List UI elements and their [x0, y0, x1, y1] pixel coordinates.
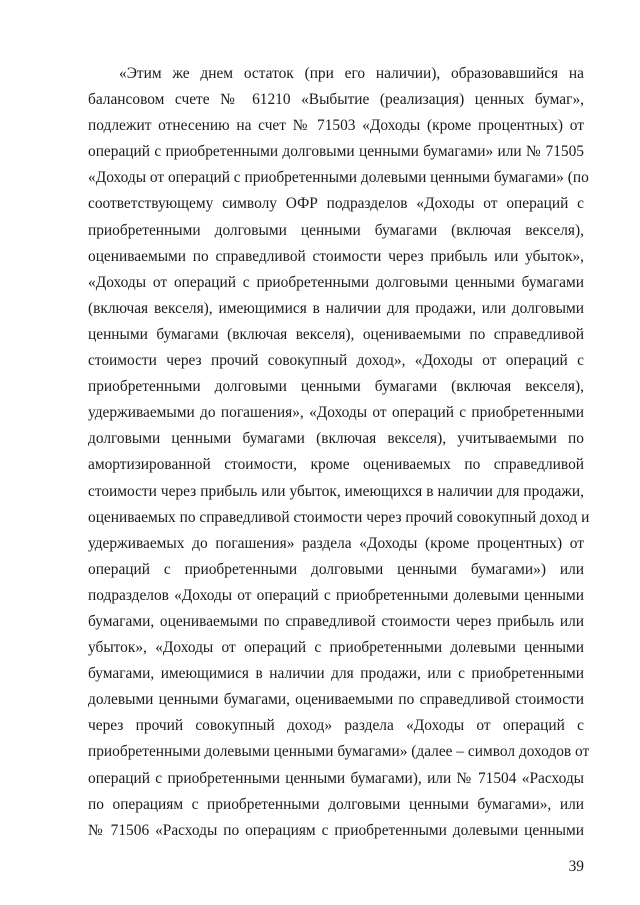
- text-line: № 71506 «Расходы по операциям с приобретенными долевыми ценными: [88, 821, 584, 839]
- text-line: долговыми ценными бумагами (включая векселя), учитываемыми по: [88, 430, 584, 448]
- text-line: соответствующему символу ОФР подразделов «Доходы от операций с: [88, 195, 584, 213]
- text-line: оцениваемых по справедливой стоимости через прочий совокупный доход и: [88, 508, 590, 526]
- text-line: стоимости через прибыль или убыток, имеющихся в наличии для продажи,: [88, 482, 584, 500]
- text-line: долевыми ценными бумагами, оцениваемыми по справедливой стоимости: [88, 691, 584, 709]
- text-line: приобретенными долевыми ценными бумагами» (далее – символ доходов от: [88, 743, 590, 761]
- text-line: операций с приобретенными долговыми ценными бумагами») или: [88, 560, 584, 578]
- page-number: 39: [568, 858, 584, 875]
- text-line: подразделов «Доходы от операций с приобретенными долевыми ценными: [88, 586, 584, 604]
- text-line: приобретенными долговыми ценными бумагами (включая векселя),: [88, 221, 584, 239]
- text-line: (включая векселя), имеющимися в наличии для продажи, или долговыми: [88, 299, 584, 317]
- text-line: убыток», «Доходы от операций с приобретенными долевыми ценными: [88, 639, 584, 657]
- text-line: удерживаемыми до погашения», «Доходы от операций с приобретенными: [88, 404, 584, 422]
- text-line: бумагами, оцениваемыми по справедливой стоимости через прибыль или: [88, 612, 584, 630]
- text-line: балансовом счете № 61210 «Выбытие (реализация) ценных бумаг»,: [88, 91, 584, 109]
- text-line: «Доходы от операций с приобретенными долевыми ценными бумагами» (по: [88, 169, 589, 187]
- body-paragraph: [88, 61, 590, 844]
- text-line: «Этим же днем остаток (при его наличии), образовавшийся на: [119, 65, 584, 82]
- text-line: по операциям с приобретенными долговыми ценными бумагами», или: [88, 795, 584, 813]
- text-line: оцениваемыми по справедливой стоимости через прибыль или убыток»,: [88, 247, 584, 265]
- text-line: подлежит отнесению на счет № 71503 «Доходы (кроме процентных) от: [88, 117, 584, 135]
- text-line: операций с приобретенными долговыми ценными бумагами» или № 71505: [88, 143, 584, 161]
- text-line: амортизированной стоимости, кроме оцениваемых по справедливой: [88, 456, 584, 474]
- text-line: удерживаемых до погашения» раздела «Доходы (кроме процентных) от: [88, 534, 584, 552]
- text-line: бумагами, имеющимися в наличии для продажи, или с приобретенными: [88, 665, 584, 683]
- text-line: ценными бумагами (включая векселя), оцениваемыми по справедливой: [88, 325, 584, 343]
- text-line: стоимости через прочий совокупный доход», «Доходы от операций с: [88, 352, 584, 370]
- text-line: «Доходы от операций с приобретенными долговыми ценными бумагами: [88, 273, 584, 291]
- text-line: операций с приобретенными ценными бумагами), или № 71504 «Расходы: [88, 769, 584, 787]
- text-line: через прочий совокупный доход» раздела «Доходы от операций с: [88, 717, 584, 735]
- text-line: приобретенными долговыми ценными бумагами (включая векселя),: [88, 378, 584, 396]
